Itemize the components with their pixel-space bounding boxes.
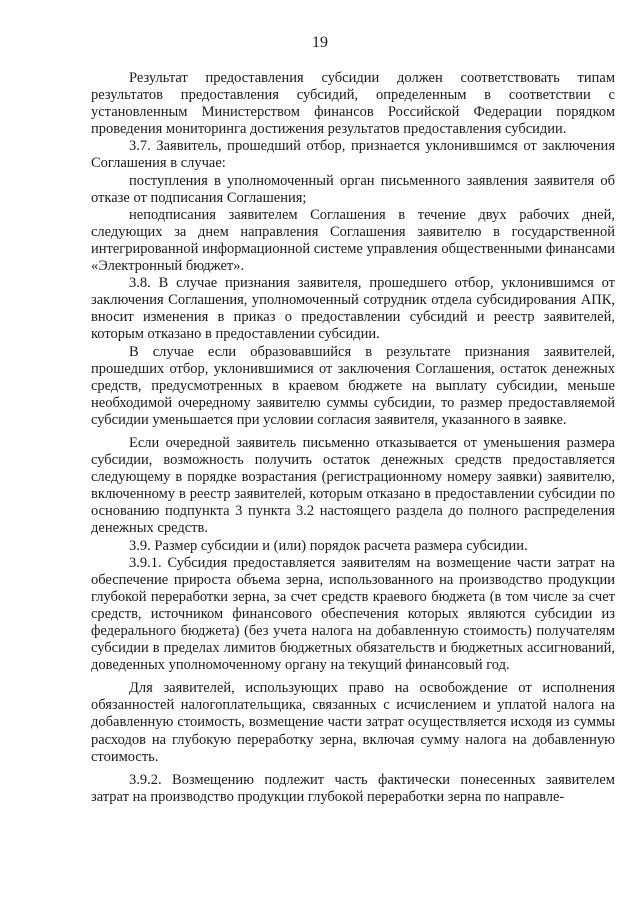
page-number: 19	[312, 34, 328, 51]
paragraph-3-9: 3.9. Размер субсидии и (или) порядок расчета размера субсидии.	[129, 537, 528, 554]
paragraph-3-7: 3.7. Заявитель, прошедший отбор, признается уклонившимся от заключения Соглашения в случае:	[91, 138, 615, 172]
paragraph-3-7-case-1: поступления в уполномоченный орган письменного заявления заявителя об отказе от подписания Соглашения;	[91, 172, 615, 206]
paragraph-3-7-case-2: неподписания заявителем Соглашения в течение двух рабочих дней, следующих за днем направления Соглашения заявителю в государственной интегрированной информационной системе управления общественными финансами «Электронный бюджет».	[91, 206, 615, 275]
paragraph-result-requirement: Результат предоставления субсидии должен соответствовать типам результатов предоставления субсидий, определенным в соответствии с установленным Министерством финансов Российской Федерации порядком проведения мониторинга достижения результатов предоставления субсидии.	[91, 70, 615, 138]
paragraph-3-9-2: 3.9.2. Возмещению подлежит часть фактически понесенных заявителем затрат на производство продукции глубокой переработки зерна по направле-	[91, 771, 615, 805]
document-body	[91, 70, 615, 806]
paragraph-3-9-1: 3.9.1. Субсидия предоставляется заявителям на возмещение части затрат на обеспечение прироста объема зерна, использованного на производство продукции глубокой переработки зерна, за счет средств краевого бюджета (в том числе за счет средств, источником финансового обеспечения которых являются субсидии из федерального бюджета) (без учета налога на добавленную стоимость) получателям субсидии в пределах лимитов бюджетных обязательств и бюджетных ассигнований, доведенных уполномоченному органу на текущий финансовый год.	[91, 554, 615, 674]
paragraph-vat-exemption: Для заявителей, использующих право на освобождение от исполнения обязанностей налогоплательщика, связанных с исчислением и уплатой налога на добавленную стоимость, возмещение части затрат осуществляется исходя из суммы расходов на глубокую переработку зерна, включая сумму налога на добавленную стоимость.	[91, 680, 615, 765]
paragraph-3-8: 3.8. В случае признания заявителя, прошедшего отбор, уклонившимся от заключения Соглашения, уполномоченный сотрудник отдела субсидирования АПК, вносит изменения в приказ о предоставлении субсидий и реестр заявителей, которым отказано в предоставлении субсидии.	[91, 275, 615, 343]
paragraph-3-8-refusal: Если очередной заявитель письменно отказывается от уменьшения размера субсидии, возможность получить остаток денежных средств предоставляется следующему в порядке возрастания (регистрационному номеру заявки) заявителю, включенному в реестр заявителей, которым отказано в предоставлении субсидии по основанию подпункта 3 пункта 3.2 настоящего раздела до полного распределения денежных средств.	[91, 434, 615, 537]
paragraph-3-8-remainder: В случае если образовавшийся в результате признания заявителей, прошедших отбор, уклонившимися от заключения Соглашения, остаток денежных средств, предусмотренных в краевом бюджете на выплату субсидии, меньше необходимой очередному заявителю суммы субсидии, то размер предоставляемой субсидии уменьшается при условии согласия заявителя, указанного в заявке.	[91, 343, 615, 428]
